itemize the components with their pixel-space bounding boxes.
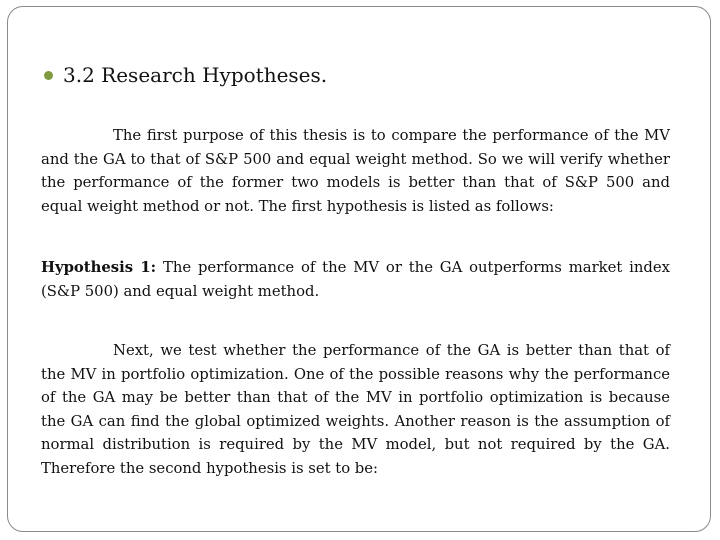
hypothesis-1 <box>41 256 670 303</box>
paragraph-second: Next, we test whether the performance of the GA is better than that of the MV in portfolio optimization. One of the possible reasons why the performance of the GA may be better than that of the MV in portfolio optimization is because the GA can find the global optimized weights. Another reason is the assumption of normal distribution is required by the MV model, but not required by the GA. Therefore the second hypothesis is set to be: <box>41 342 670 477</box>
hypothesis-1-text: The performance of the MV or the GA outperforms market index (S&P 500) and equal weight method. <box>41 259 670 300</box>
section-heading: 3.2 Research Hypotheses. <box>63 63 328 87</box>
paragraph-purpose: The first purpose of this thesis is to compare the performance of the MV and the GA to that of S&P 500 and equal weight method. So we will verify whether the performance of the former two models is better than that of S&P 500 and equal weight method or not. The first hypothesis is listed as follows: <box>41 127 670 215</box>
heading-row <box>44 60 327 90</box>
hypothesis-1-label: Hypothesis 1: <box>41 259 157 276</box>
bullet-icon <box>44 71 53 80</box>
